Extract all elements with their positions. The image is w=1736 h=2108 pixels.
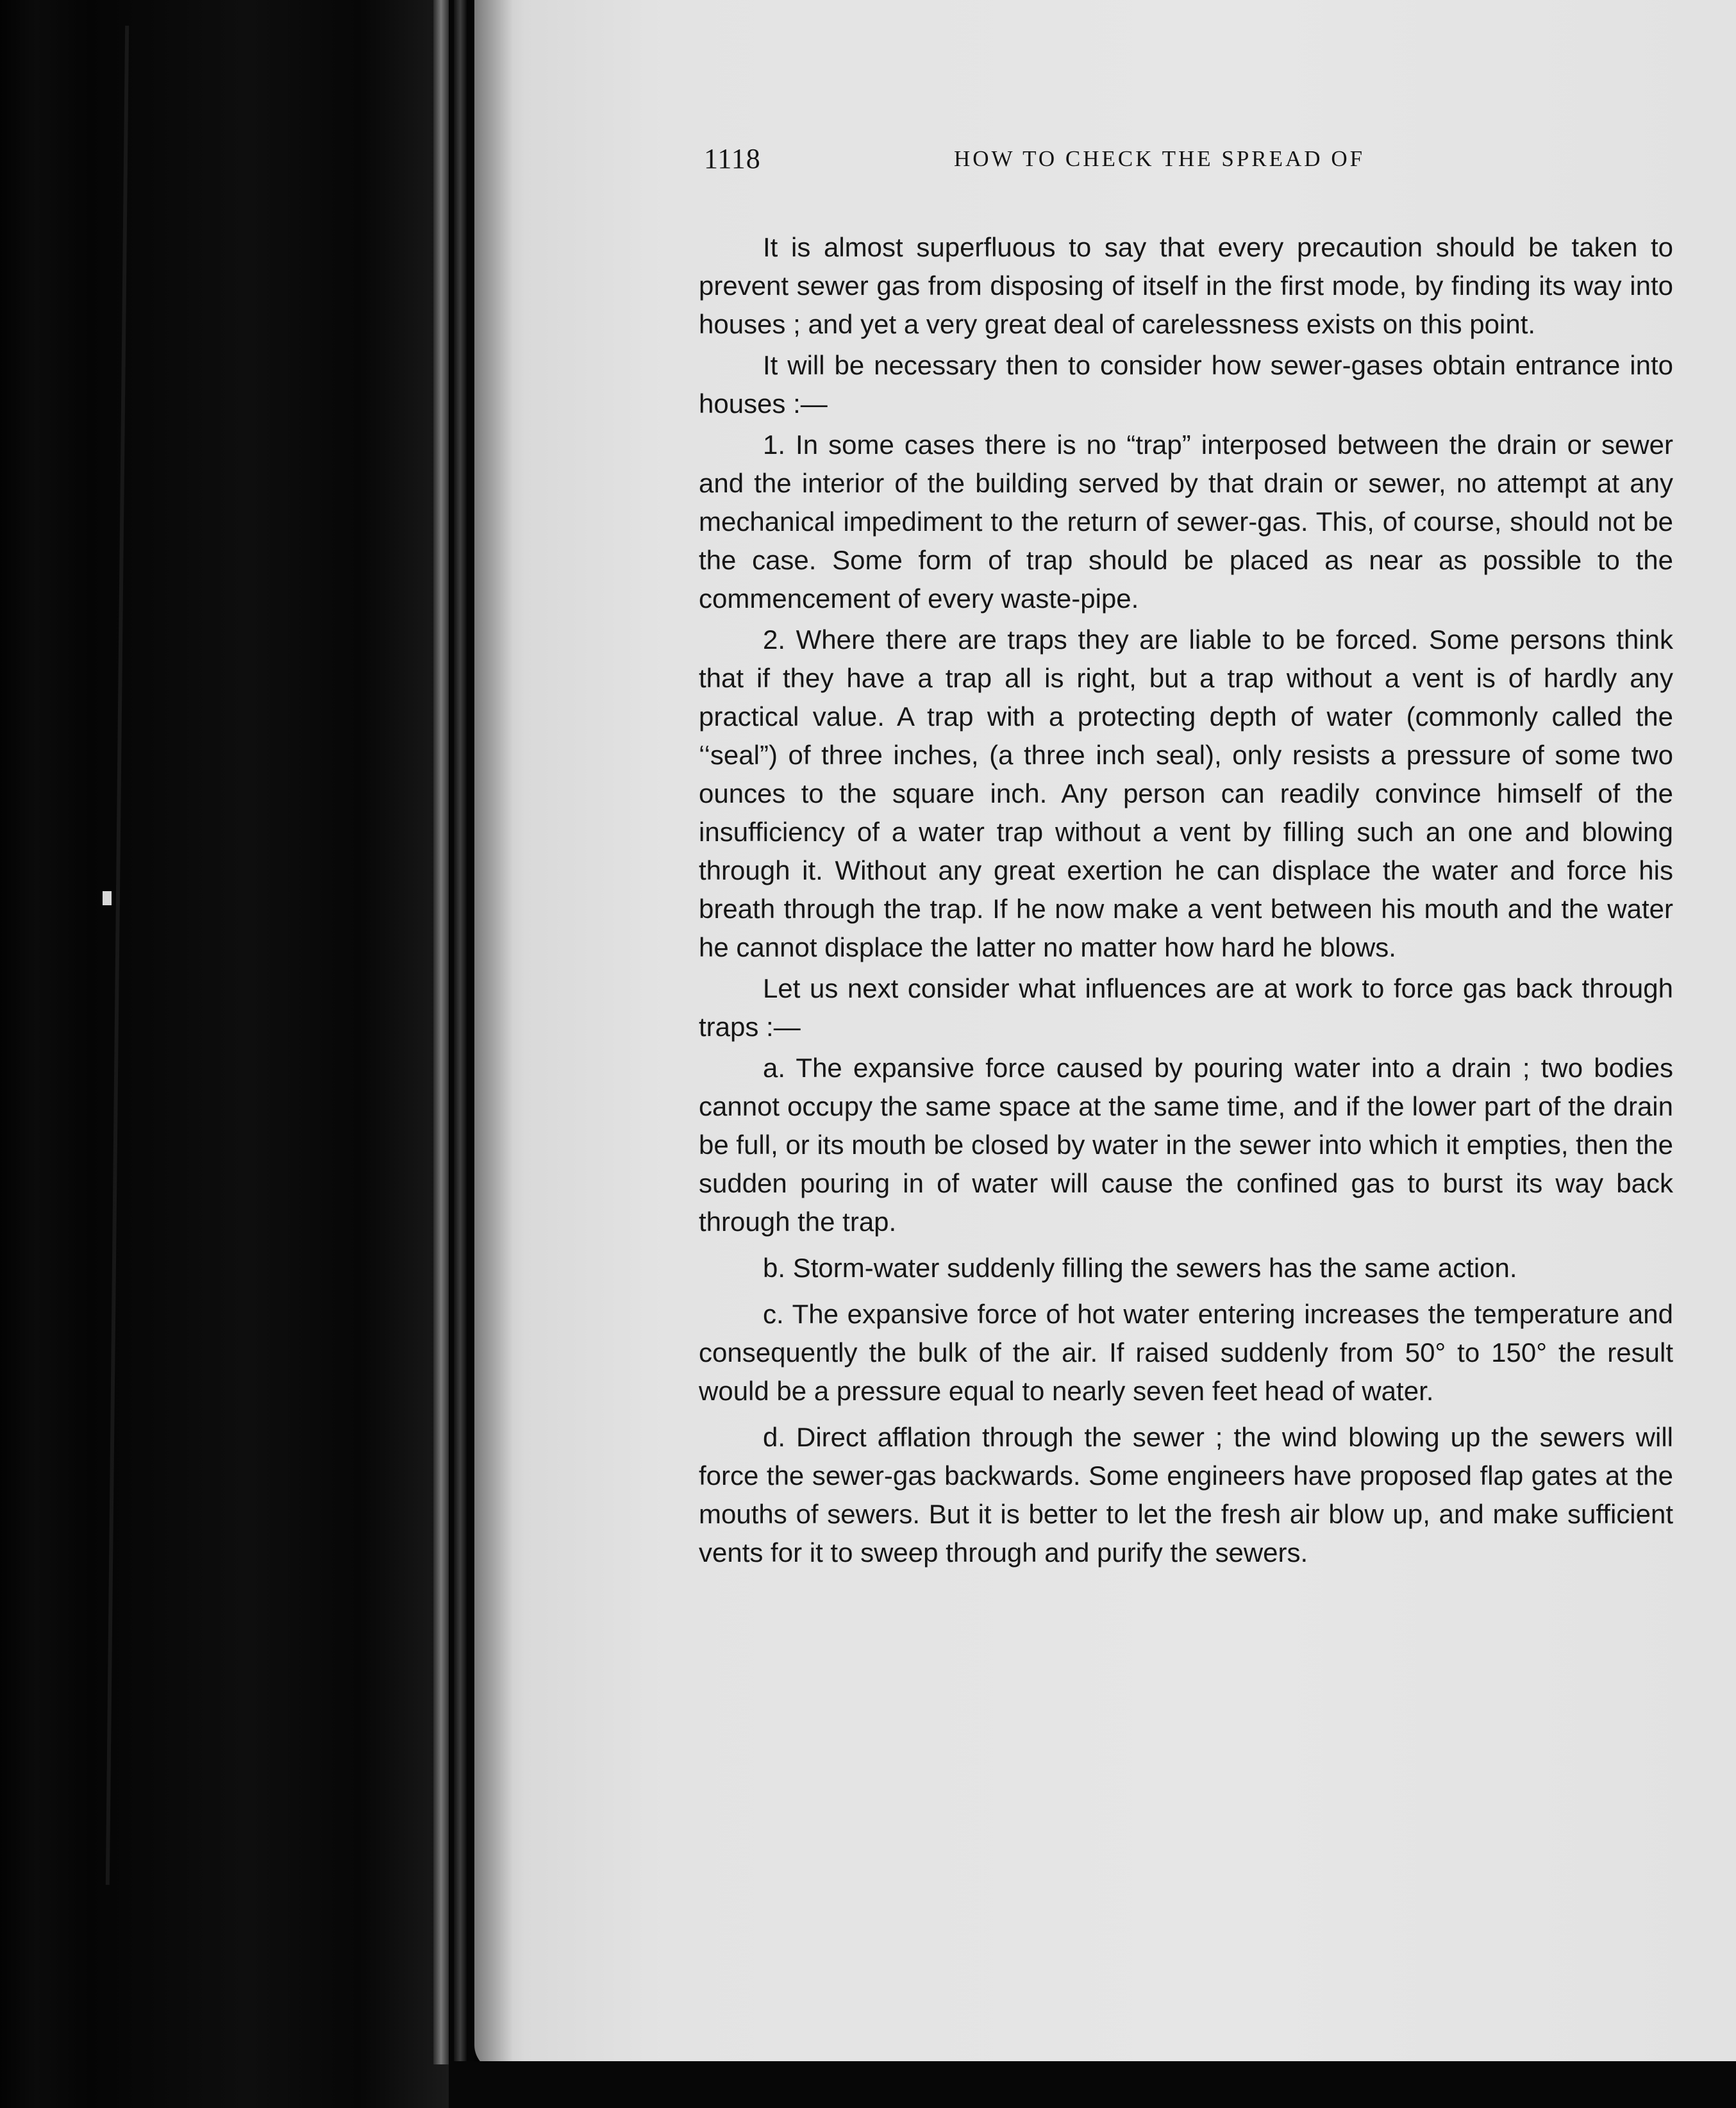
cover-board-edge <box>433 0 449 2064</box>
gutter-shadow <box>454 0 467 2071</box>
running-head: HOW TO CHECK THE SPREAD OF <box>954 146 1365 171</box>
paragraph: d. Direct afflation through the sewer ; the wind blowing up the sewers will force the sewer-gas backwards. Some engineers have proposed flap gates at the mouths of sewers. But it is better to let the fresh air blow up, and make sufficient vents for it to sweep through and purify the sewers. <box>699 1422 1673 1568</box>
body-text <box>699 228 1673 1575</box>
page-number: 1118 <box>704 143 761 174</box>
paragraph: a. The expansive force caused by pouring water into a drain ; two bodies cannot occupy the same space at the same time, and if the lower part of the drain be full, or its mouth be closed by water in the sewer into which it empties, then the sudden pouring in of water will cause the confined gas to burst its way back through the trap. <box>699 1053 1673 1237</box>
paragraph: It will be necessary then to consider how sewer-gases obtain entrance into houses :— <box>699 350 1673 419</box>
page-header <box>704 142 1441 181</box>
spine-speck <box>103 891 112 905</box>
paragraph: 1. In some cases there is no “trap” interposed between the drain or sewer and the interior of the building served by that drain or sewer, no attempt at any mechanical impediment to the return of sewer-gas. This, of course, should not be the case. Some form of trap should be placed as near as possible to the commencement of every waste-pipe. <box>699 430 1673 614</box>
book-spine <box>0 0 449 2108</box>
paragraph: 2. Where there are traps they are liable to be forced. Some persons think that if they have a trap all is right, but a trap without a vent is of hardly any practical value. A trap with a protecting depth of water (commonly called the ‘‘seal”) of three inches, (a three inch seal), only resists a pressure of some two ounces to the square inch. Any person can readily convince himself of the insufficiency of a water trap without a vent by filling such an one and blowing through it. Without any great exertion he can displace the water and force his breath through the trap. If he now make a vent between his mouth and the water he cannot displace the latter no matter how hard he blows. <box>699 624 1673 962</box>
paragraph: b. Storm-water suddenly filling the sewers has the same action. <box>763 1253 1517 1283</box>
paragraph: c. The expansive force of hot water entering increases the temperature and consequently the bulk of the air. If raised suddenly from 50° to 150° the result would be a pressure equal to nearly seven feet head of water. <box>699 1299 1673 1406</box>
paragraph: It is almost superfluous to say that every precaution should be taken to prevent sewer gas from disposing of itself in the first mode, by finding its way into houses ; and yet a very great deal of carelessness exists on this point. <box>699 232 1673 339</box>
page-gutter-shadow <box>474 0 513 2071</box>
bottom-background <box>449 2061 1736 2108</box>
paragraph: Let us next consider what influences are at work to force gas back through traps :— <box>699 973 1673 1042</box>
